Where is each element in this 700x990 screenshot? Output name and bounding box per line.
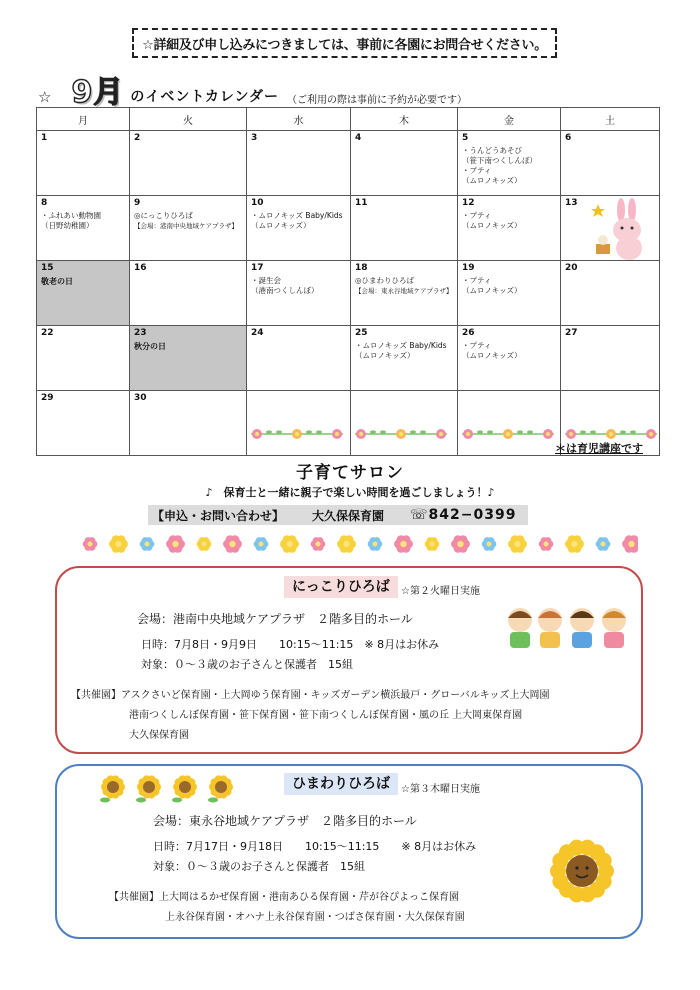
day-number: 22 — [41, 328, 54, 338]
calendar-day-cell — [37, 261, 130, 326]
calendar-day-cell — [247, 131, 351, 196]
calendar-day-cell — [37, 391, 130, 456]
calendar-day-cell — [458, 261, 561, 326]
star-note: ＊は育児講座です — [555, 442, 643, 455]
event-text: ◎にっこりひろば — [134, 211, 193, 220]
flower-icon — [482, 537, 497, 551]
calendar-day-cell — [351, 131, 458, 196]
calendar-day-cell — [247, 261, 351, 326]
day-number: 15 — [41, 263, 54, 273]
sunflower-icon — [172, 775, 197, 802]
event-text: ・ムロノキッズ Baby/Kids — [251, 211, 343, 220]
calendar-week-row — [37, 131, 660, 196]
event-text: （港南つくしんぼ） — [251, 286, 319, 295]
flower-icon — [83, 537, 98, 551]
calendar-day-cell — [458, 131, 561, 196]
nikkori-cohost-2: 港南つくしんぼ保育園・笹下保育園・笹下南つくしんぼ保育園・風の丘 上大岡東保育園 — [129, 710, 523, 721]
calendar-day-cell — [351, 196, 458, 261]
children-illustration — [502, 602, 632, 660]
weekday-header: 火 — [130, 108, 247, 131]
day-number: 18 — [355, 263, 368, 273]
contact-phone: ☏842−0399 — [410, 507, 517, 523]
day-number: 1 — [41, 133, 48, 143]
calendar-day-cell — [130, 196, 247, 261]
event-venue: 【会場：港南中央地域ケアプラザ】 — [134, 222, 238, 230]
event-text: ・うんどうあそび — [462, 146, 522, 155]
nikkori-target: 対象：０～３歳のお子さんと保護者 15組 — [141, 658, 353, 671]
flower-icon — [254, 537, 269, 551]
event-text: （ムロノキッズ） — [462, 351, 522, 360]
flower-icon — [565, 535, 584, 553]
flower-icon — [622, 535, 638, 553]
calendar-week-row — [37, 326, 660, 391]
sunflower-illustration — [547, 836, 617, 906]
calendar-day-cell — [351, 261, 458, 326]
day-number: 30 — [134, 393, 147, 403]
nikkori-dates: 日時：7月8日・9月9日 10:15～11:15 ※ 8月はお休み — [141, 638, 440, 651]
event-text: （ムロノキッズ） — [355, 351, 415, 360]
weekday-header: 土 — [561, 108, 660, 131]
himawari-target: 対象：０～３歳のお子さんと保護者 15組 — [153, 860, 365, 873]
event-text: （ムロノキッズ） — [462, 176, 522, 185]
salon-title: 子育てサロン — [296, 463, 404, 483]
day-number: 5 — [462, 133, 469, 143]
calendar-day-cell — [458, 326, 561, 391]
calendar-day-cell — [247, 391, 351, 456]
calendar-day-cell — [130, 261, 247, 326]
calendar-day-cell — [130, 131, 247, 196]
himawari-dates: 日時：7月17日・9月18日 10:15～11:15 ※ 8月はお休み — [153, 840, 477, 853]
flower-icon — [223, 535, 242, 553]
event-venue: 【会場：東永谷地域ケアプラザ】 — [355, 287, 453, 295]
calendar-day-cell — [458, 391, 561, 456]
flower-icon — [596, 537, 611, 551]
event-text: ・プティ — [462, 341, 492, 350]
flower-icon — [368, 537, 383, 551]
calendar-header — [38, 75, 678, 110]
weekday-header-row — [37, 108, 660, 131]
weekday-header: 水 — [247, 108, 351, 131]
event-text: ・ふれあい動物園 — [41, 211, 101, 220]
day-number: 3 — [251, 133, 258, 143]
calendar-day-cell — [247, 326, 351, 391]
day-number: 4 — [355, 133, 362, 143]
flower-icon — [166, 535, 185, 553]
day-number: 6 — [565, 133, 572, 143]
nikkori-cohost-1: 【共催園】アスクさいど保育園・上大岡ゆう保育園・キッズガーデン横浜最戸・グローバルキッズ上大岡園 — [71, 690, 550, 701]
flower-icon — [109, 535, 128, 553]
contact-label: 【申込・お問い合わせ】 — [152, 508, 285, 523]
nikkori-schedule-note: ☆第２火曜日実施 — [401, 586, 480, 597]
bunny-illustration — [588, 196, 654, 262]
himawari-schedule-note: ☆第３木曜日実施 — [401, 784, 480, 795]
small-sunflowers-decoration — [97, 772, 237, 806]
calendar-day-cell — [561, 131, 660, 196]
weekday-header: 金 — [458, 108, 561, 131]
himawari-section — [55, 764, 643, 939]
event-text: ・誕生会 — [251, 276, 281, 285]
calendar-day-cell — [37, 196, 130, 261]
calendar-day-cell — [130, 391, 247, 456]
flower-icon — [311, 537, 326, 551]
himawari-title: ひまわりひろば — [284, 773, 398, 795]
flower-icon — [140, 537, 155, 551]
day-number: 17 — [251, 263, 264, 273]
holiday-label: 秋分の日 — [134, 342, 166, 351]
flower-vine-decoration — [353, 427, 449, 441]
flower-icon — [425, 537, 440, 551]
day-number: 16 — [134, 263, 147, 273]
calendar-day-cell — [37, 131, 130, 196]
event-text: （日野幼稚園） — [41, 221, 94, 230]
day-number: 27 — [565, 328, 578, 338]
calendar-week-row — [37, 196, 660, 261]
day-number: 13 — [565, 198, 578, 208]
flower-icon — [394, 535, 413, 553]
salon-subtitle: ♪ 保育士と一緒に親子で楽しい時間を過ごしましょう！♪ — [205, 486, 495, 499]
flower-icon — [451, 535, 470, 553]
flower-icon — [337, 535, 356, 553]
flower-icon — [280, 535, 299, 553]
holiday-label: 敬老の日 — [41, 277, 73, 286]
calendar-title: のイベントカレンダー — [130, 89, 279, 105]
day-number: 2 — [134, 133, 141, 143]
flower-icon — [508, 535, 527, 553]
calendar-day-cell — [561, 261, 660, 326]
calendar-day-cell — [561, 326, 660, 391]
event-text: ・プティ — [462, 276, 492, 285]
nikkori-venue: 会場：港南中央地域ケアプラザ ２階多目的ホール — [137, 612, 413, 626]
calendar-day-cell — [130, 326, 247, 391]
contact-name: 大久保保育園 — [312, 508, 385, 523]
flower-vine-decoration — [460, 427, 556, 441]
day-number: 29 — [41, 393, 54, 403]
calendar-day-cell — [351, 391, 458, 456]
himawari-cohost-2: 上永谷保育園・オハナ上永谷保育園・つばさ保育園・大久保保育園 — [165, 912, 465, 923]
calendar-day-cell — [458, 196, 561, 261]
notice-banner: ☆詳細及び申し込みにつきましては、事前に各園にお問合せください。 — [132, 28, 557, 58]
event-calendar — [36, 107, 660, 456]
day-number: 20 — [565, 263, 578, 273]
sunflower-icon — [100, 775, 125, 802]
sunflower-icon — [208, 775, 233, 802]
flower-icon — [539, 537, 554, 551]
calendar-day-cell — [37, 326, 130, 391]
event-text: （ムロノキッズ） — [462, 286, 522, 295]
nikkori-section — [55, 566, 643, 754]
nikkori-cohost-3: 大久保保育園 — [129, 730, 189, 741]
flower-strip-decoration — [78, 532, 638, 556]
day-number: 11 — [355, 198, 368, 208]
day-number: 12 — [462, 198, 475, 208]
event-text: ・プティ — [462, 166, 492, 175]
calendar-day-cell — [351, 326, 458, 391]
himawari-venue: 会場：東永谷地域ケアプラザ ２階多目的ホール — [153, 814, 417, 828]
day-number: 9 — [134, 198, 141, 208]
month-title: 9月 — [71, 75, 125, 110]
calendar-day-cell — [247, 196, 351, 261]
day-number: 24 — [251, 328, 264, 338]
sunflower-icon — [136, 775, 161, 802]
flower-vine-decoration — [249, 427, 345, 441]
day-number: 26 — [462, 328, 475, 338]
day-number: 23 — [134, 328, 147, 338]
star-icon: ☆ — [38, 88, 52, 106]
day-number: 25 — [355, 328, 368, 338]
day-number: 19 — [462, 263, 475, 273]
calendar-week-row — [37, 261, 660, 326]
flower-icon — [197, 537, 212, 551]
flower-vine-decoration — [563, 427, 659, 441]
weekday-header: 木 — [351, 108, 458, 131]
event-text: （ムロノキッズ） — [462, 221, 522, 230]
event-text: ◎ひまわりひろば — [355, 276, 415, 285]
himawari-cohost-1: 【共催園】上大岡はるかぜ保育園・港南あひる保育園・芹が谷ぴよっこ保育園 — [109, 892, 459, 903]
calendar-body — [37, 131, 660, 456]
nikkori-title: にっこりひろば — [284, 576, 398, 598]
event-text: （笹下南つくしんぼ） — [462, 156, 537, 165]
calendar-note: （ご利用の際は事前に予約が必要です） — [287, 95, 467, 106]
event-text: （ムロノキッズ） — [251, 221, 311, 230]
day-number: 8 — [41, 198, 48, 208]
star-deco-icon — [591, 204, 605, 217]
event-text: ・ムロノキッズ Baby/Kids — [355, 341, 447, 350]
weekday-header: 月 — [37, 108, 130, 131]
event-text: ・プティ — [462, 211, 492, 220]
day-number: 10 — [251, 198, 264, 208]
salon-contact — [148, 505, 528, 525]
